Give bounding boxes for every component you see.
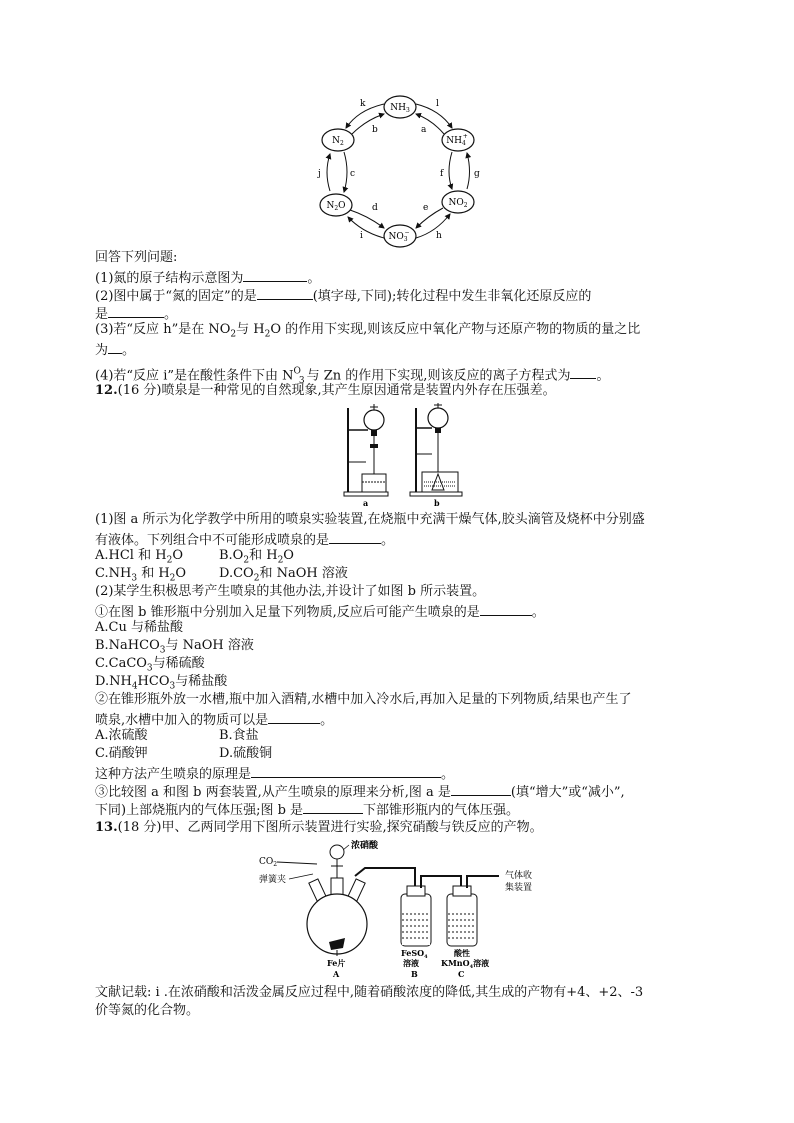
q12-part2-3-cont: 下同)上部烧瓶内的气体压强;图 b 是 下部锥形瓶内的气体压强。	[95, 800, 519, 819]
q11-part1: (1)氮的原子结构示意图为 。	[95, 268, 320, 287]
q12-part2-2-cont: 喷泉,水槽中加入的物质可以是 。	[95, 710, 333, 729]
svg-text:B: B	[411, 969, 418, 978]
answer-blank[interactable]	[329, 530, 381, 544]
svg-text:FeSO4: FeSO$_4$	[401, 948, 428, 960]
answer-blank[interactable]	[570, 365, 596, 379]
q12-principle: 这种方法产生喷泉的原理是 。	[95, 764, 454, 783]
q12-options-row2: $C.NH_3$ 和 $H_2O$ $D.CO_2$和 NaOH 溶液	[95, 566, 348, 584]
svg-text:g: g	[474, 169, 480, 179]
q12-options-row1: A.HCl 和 $H_2O$ $B.O_2$和 $H_2O$	[95, 548, 294, 566]
answer-blank[interactable]	[108, 304, 164, 318]
q12-part1: (1)图 a 所示为化学教学中所用的喷泉实验装置,在烧瓶中充满干燥气体,胶头滴管及烧杯中分别盛	[95, 512, 645, 527]
q11-part4: (4)若“反应 i”是在酸性条件下由 $N^O_3$ 与 Zn 的作用下实现,则该反应的离子方程式为 。	[95, 367, 610, 386]
svg-text:l: l	[436, 99, 439, 109]
q12-part2: (2)某学生积极思考产生喷泉的其他办法,并设计了如图 b 所示装置。	[95, 584, 486, 599]
answer-blank[interactable]	[257, 286, 313, 300]
q12-part2-2: ②在锥形瓶外放一水槽,瓶中加入酒精,水槽中加入冷水后,再加入足量的下列物质,结果也产生了	[95, 692, 632, 707]
svg-text:b: b	[434, 498, 440, 508]
iron-nitric-acid-apparatus-figure	[255, 838, 550, 978]
svg-text:NO3−: $NO_3-$	[388, 229, 410, 243]
svg-text:溶液: 溶液	[403, 958, 419, 968]
svg-text:NH3: $NH_3$	[390, 103, 410, 114]
svg-text:b: b	[372, 125, 378, 135]
answer-blank[interactable]	[268, 710, 320, 724]
svg-text:酸性: 酸性	[454, 948, 470, 958]
svg-text:d: d	[372, 203, 378, 213]
q13-stem: 13.(18 分)甲、乙两同学用下图所示装置进行实验,探究硝酸与铁反应的产物。	[95, 820, 543, 835]
svg-text:i: i	[360, 231, 363, 241]
svg-text:C: C	[458, 969, 465, 978]
q11-part2: (2)图中属于“氮的固定”的是 (填字母,下同);转化过程中发生非氧化还原反应的	[95, 286, 591, 305]
svg-text:h: h	[436, 231, 442, 241]
q12-part2-3: ③比较图 a 和图 b 两套装置,从产生喷泉的原理来分析,图 a 是 (填“增大”或“减小”,	[95, 782, 625, 801]
nitrogen-cycle-diagram	[310, 92, 490, 252]
q12-part2-1: ①在图 b 锥形瓶中分别加入足量下列物质,反应后可能产生喷泉的是 。	[95, 602, 545, 621]
svg-text:c: c	[350, 169, 356, 179]
q11-part3-cont: 为 。	[95, 340, 135, 359]
svg-text:A: A	[333, 969, 340, 978]
q12-option-2d: $D.NH_4HCO_3$与稀盐酸	[95, 674, 228, 692]
answer-blank[interactable]	[243, 268, 307, 282]
q12-part1-cont: 有液体。下列组合中不可能形成喷泉的是 。	[95, 530, 394, 549]
svg-text:NH4+: $NH_4+$	[446, 133, 468, 147]
svg-text:k: k	[360, 99, 366, 109]
answer-blank[interactable]	[480, 602, 532, 616]
q11-intro: 回答下列问题:	[95, 250, 178, 265]
q12-options-3-row2: C.硝酸钾 D.硫酸铜	[95, 746, 273, 761]
apparatus-b	[410, 403, 462, 508]
svg-text:KMnO4溶液: KMnO$_4$溶液	[441, 958, 490, 970]
svg-text:弹簧夹: 弹簧夹	[259, 875, 287, 885]
q12-option-2a: A.Cu 与稀盐酸	[95, 620, 183, 635]
svg-text:Fe片: Fe片	[327, 958, 346, 968]
svg-text:a: a	[421, 125, 427, 135]
svg-text:浓硝酸: 浓硝酸	[351, 841, 379, 851]
svg-text:a: a	[363, 498, 369, 508]
svg-text:f: f	[440, 169, 444, 179]
q12-option-2c: C.CaCO$_3$与稀硫酸	[95, 656, 205, 674]
answer-blank[interactable]	[303, 800, 363, 814]
answer-blank[interactable]	[251, 764, 441, 778]
q11-part2-cont: 是 。	[95, 304, 177, 323]
q11-part3: (3)若“反应 h”是在 $NO_2$与 $H_2O$ 的作用下实现,则该反应中氧化产物与还原产物的物质的量之比	[95, 322, 641, 340]
q13-literature: 文献记载: i .在浓硝酸和活泼金属反应过程中,随着硝酸浓度的降低,其生成的产物有+4、+2、-3	[95, 985, 644, 1000]
svg-text:j: j	[318, 169, 321, 179]
svg-text:CO2: $CO_2$	[259, 857, 278, 868]
svg-text:气体收: 气体收	[505, 871, 533, 881]
q12-stem: 12.(16 分)喷泉是一种常见的自然现象,其产生原因通常是装置内外存在压强差。	[95, 383, 556, 398]
svg-text:N2O: $N_2O$	[326, 201, 346, 212]
apparatus-a	[344, 404, 388, 508]
svg-text:N2: $N_2$	[332, 136, 344, 147]
q12-options-3-row1: A.浓硫酸 B.食盐	[95, 728, 259, 743]
svg-text:集装置: 集装置	[505, 883, 533, 893]
svg-text:e: e	[423, 203, 429, 213]
answer-blank[interactable]	[108, 340, 122, 354]
fountain-apparatus-figure	[340, 402, 465, 508]
answer-blank[interactable]	[451, 782, 511, 796]
svg-text:NO2: $NO_2$	[448, 198, 468, 209]
q12-option-2b: B.NaHCO$_3$与 NaOH 溶液	[95, 638, 254, 656]
q13-literature-cont: 价等氮的化合物。	[95, 1003, 200, 1018]
